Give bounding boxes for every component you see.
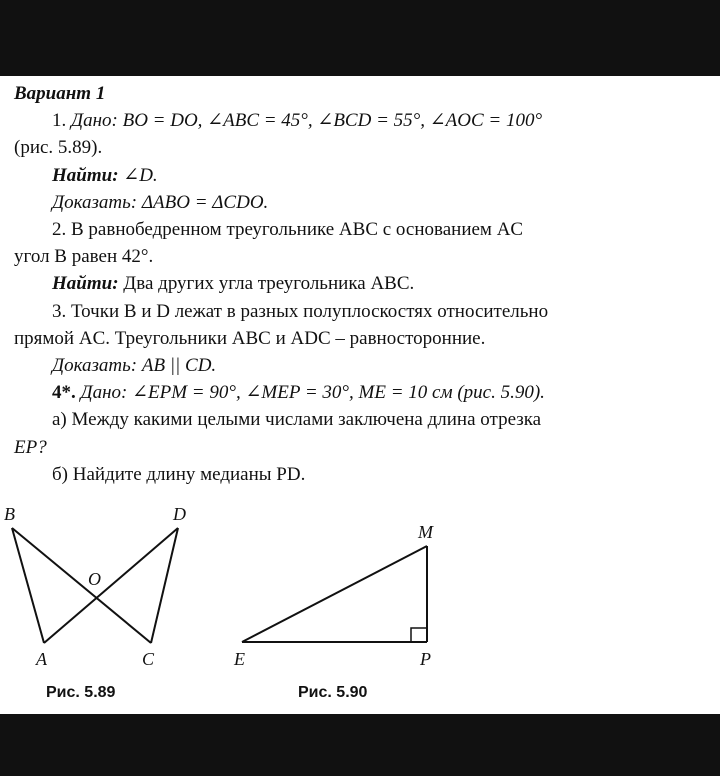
find-text: Два других угла треугольника ABC. (123, 273, 415, 295)
problem-3-line-1: 3. Точки B и D лежат в разных полуплоскостях относительно (52, 300, 549, 322)
segment-dc (151, 528, 178, 643)
label-e: E (234, 649, 245, 669)
segment-bc (12, 528, 151, 643)
label-d: D (173, 504, 186, 524)
problem-4-a-line-2: EP? (14, 436, 47, 458)
figure-ref: (рис. 5.89). (14, 137, 103, 159)
problem-1-number: 1. (52, 110, 67, 132)
prove-text: ΔABO = ΔCDO. (141, 191, 269, 213)
figure-589-caption: Рис. 5.89 (46, 684, 116, 701)
variant-title: Вариант 1 (14, 83, 106, 104)
label-p: P (420, 649, 431, 669)
find-label: Найти: (52, 164, 119, 186)
problem-3-line-2: прямой AC. Треугольники ABC и ADC – равносторонние. (14, 327, 486, 349)
figure-590-caption: Рис. 5.90 (298, 684, 368, 701)
segment-da (44, 528, 178, 643)
prove-text: AB || CD. (141, 355, 217, 377)
label-o: O (88, 569, 101, 589)
given-text: BO = DO, ∠ABC = 45°, ∠BCD = 55°, ∠AOC = 100° (122, 110, 543, 132)
figure-590-diagram (242, 546, 427, 642)
segment-ba (12, 528, 44, 643)
problem-2-line-2: угол B равен 42°. (14, 246, 154, 268)
label-c: C (142, 649, 155, 669)
problem-4-b: б) Найдите длину медианы PD. (52, 463, 306, 485)
label-b: B (4, 504, 15, 524)
problem-4-a-line-1: а) Между какими целыми числами заключена длина отрезка (52, 409, 542, 431)
right-angle-mark (411, 628, 427, 642)
find-text: ∠D. (123, 164, 158, 186)
prove-label: Доказать: (52, 191, 138, 213)
given-text: ∠EPM = 90°, ∠MEP = 30°, ME = 10 см (рис. 5.90). (132, 382, 545, 404)
find-label: Найти: (52, 273, 119, 295)
label-m: M (418, 522, 433, 542)
prove-label: Доказать: (52, 355, 138, 377)
textbook-page (0, 76, 720, 714)
segment-me (242, 546, 427, 642)
problem-4-number: 4*. (52, 382, 76, 404)
label-a: A (36, 649, 47, 669)
problem-2-line-1: 2. В равнобедренном треугольнике ABC с основанием AC (52, 219, 524, 241)
figures-drawing (0, 76, 720, 714)
given-label: Дано: (80, 382, 128, 404)
given-label: Дано: (71, 110, 118, 132)
